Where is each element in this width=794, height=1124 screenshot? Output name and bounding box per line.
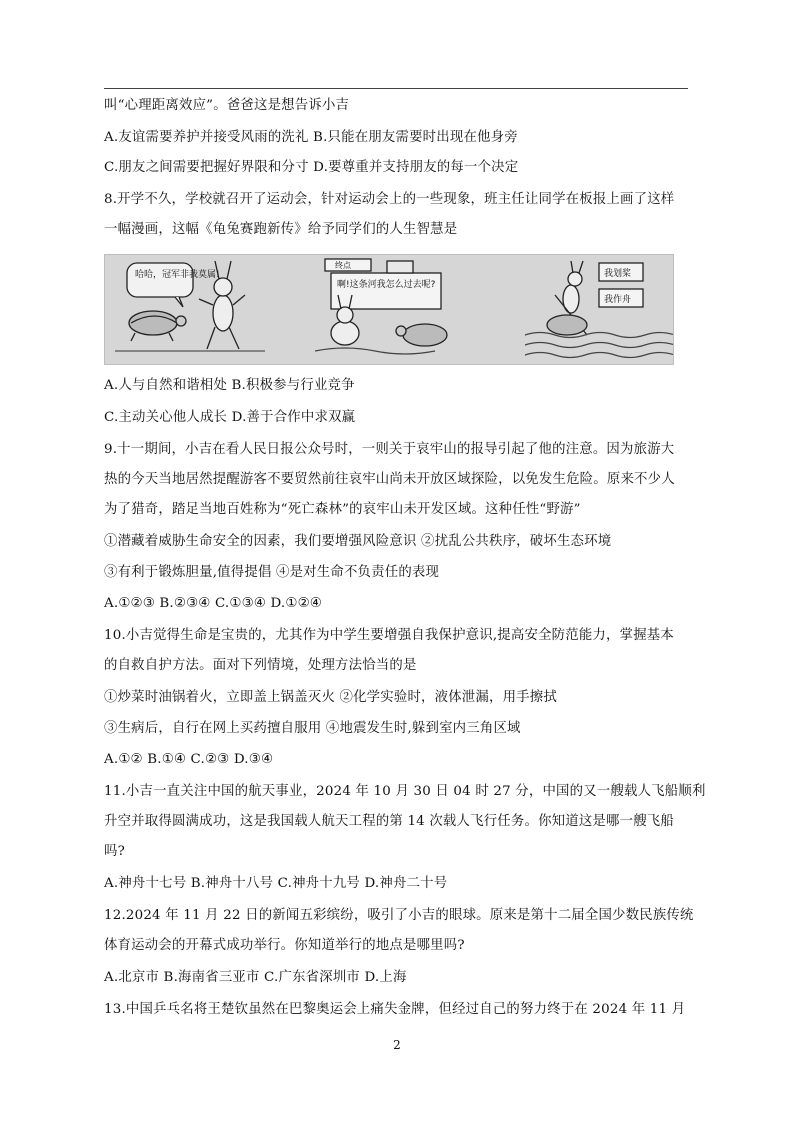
q8-options-cd: C.主动关心他人成长 D.善于合作中求双赢 bbox=[104, 410, 356, 425]
q12-stem-1: 12.2024 年 11 月 22 日的新闻五彩缤纷，吸引了小吉的眼球。原来是第十二届全国少数民族传统 bbox=[104, 908, 694, 923]
q10-statements-12: ①炒菜时油锅着火，立即盖上锅盖灭火 ②化学实验时，液体泄漏，用手擦拭 bbox=[104, 690, 557, 705]
q8-stem-2: 一幅漫画，这幅《龟兔赛跑新传》给予同学们的人生智慧是 bbox=[104, 222, 458, 237]
q11-options: A.神舟十七号 B.神舟十八号 C.神舟十九号 D.神舟二十号 bbox=[104, 876, 448, 891]
q11-stem-3: 吗? bbox=[104, 844, 125, 859]
header-rule bbox=[104, 88, 688, 89]
q9-statements-12: ①潜藏着威胁生命安全的因素，我们要增强风险意识 ②扰乱公共秩序，破坏生态环境 bbox=[104, 534, 612, 549]
q10-stem-1: 10.小吉觉得生命是宝贵的，尤其作为中学生要增强自我保护意识,提高安全防范能力，掌握基本 bbox=[104, 628, 674, 643]
q11-stem-1: 11.小吉一直关注中国的航天事业，2024 年 10 月 30 日 04 时 27 分，中国的又一艘载人飞船顺利 bbox=[104, 784, 706, 799]
q7-options-cd: C.朋友之间需要把握好界限和分寸 D.要尊重并支持朋友的每一个决定 bbox=[104, 160, 519, 175]
q13-stem-1: 13.中国乒乓名将王楚钦虽然在巴黎奥运会上痛失金牌，但经过自己的努力终于在 2024 年 11 月 bbox=[104, 1002, 686, 1017]
panel3-top-text: 我划桨 bbox=[604, 269, 632, 279]
q10-options: A.①② B.①④ C.②③ D.③④ bbox=[104, 752, 274, 767]
q12-options: A.北京市 B.海南省三亚市 C.广东省深圳市 D.上海 bbox=[104, 970, 407, 985]
panel2-bubble-text: 啊!这条河我怎么过去呢? bbox=[337, 280, 436, 290]
q9-stem-3: 为了猎奇，踏足当地百姓称为“死亡森林”的哀牢山未开发区域。这种任性“野游” bbox=[104, 502, 581, 517]
page-number: 2 bbox=[393, 1038, 401, 1052]
q9-stem-1: 9.十一期间，小吉在看人民日报公众号时，一则关于哀牢山的报导引起了他的注意。因为旅游大 bbox=[104, 442, 675, 457]
q10-stem-2: 的自救自护方法。面对下列情境，处理方法恰当的是 bbox=[104, 658, 417, 673]
q8-stem-1: 8.开学不久，学校就召开了运动会，针对运动会上的一些现象，班主任让同学在板报上画了这样 bbox=[104, 192, 675, 207]
panel1-bubble-text: 哈哈，冠军非我莫属! bbox=[135, 270, 220, 280]
q9-statements-34: ③有利于锻炼胆量,值得提倡 ④是对生命不负责任的表现 bbox=[104, 565, 440, 580]
panel2-sign-text: 终点 bbox=[335, 261, 351, 270]
panel3-bottom-text: 我作舟 bbox=[604, 295, 632, 305]
q12-stem-2: 体育运动会的开幕式成功举行。你知道举行的地点是哪里吗? bbox=[104, 938, 465, 953]
q10-statements-34: ③生病后，自行在网上买药擅自服用 ④地震发生时,躲到室内三角区域 bbox=[104, 721, 521, 736]
q7-options-ab: A.友谊需要养护并接受风雨的洗礼 B.只能在朋友需要时出现在他身旁 bbox=[104, 130, 518, 145]
tortoise-hare-comic bbox=[104, 254, 674, 365]
q8-options-ab: A.人与自然和谐相处 B.积极参与行业竞争 bbox=[104, 378, 355, 393]
text-line-1: 叫“心理距离效应”。爸爸这是想告诉小吉 bbox=[104, 98, 350, 113]
q9-stem-2: 热的今天当地居然提醒游客不要贸然前往哀牢山尚未开放区域探险，以免发生危险。原来不少人 bbox=[104, 472, 675, 487]
q11-stem-2: 升空并取得圆满成功，这是我国载人航天工程的第 14 次载人飞行任务。你知道这是哪一艘飞船 bbox=[104, 814, 674, 829]
q9-options: A.①②③ B.②③④ C.①③④ D.①②④ bbox=[104, 596, 322, 611]
